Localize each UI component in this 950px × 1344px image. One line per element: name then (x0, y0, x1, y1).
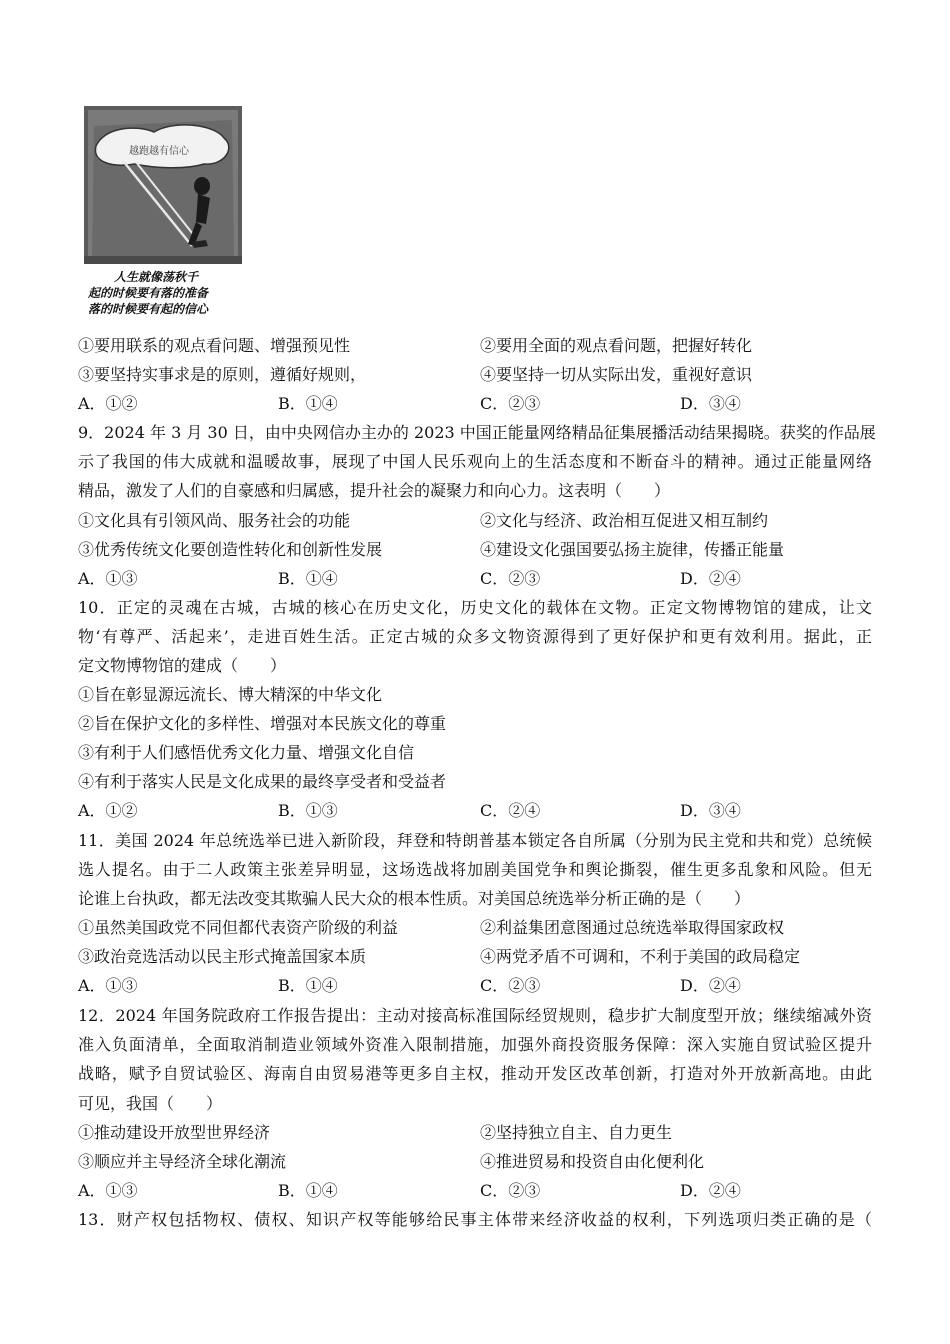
q12-stem-line-2: 准入负面清单，全面取消制造业领域外资准入限制措施，加强外商投资服务保障：深入实施自贸试验区提升 (78, 1035, 872, 1054)
q10-option-2: ②旨在保护文化的多样性、增强对本民族文化的尊重 (78, 714, 447, 733)
q10-stem-line-2: 物‘有尊严、活起来’，走进百姓生活。正定古城的众多文物资源得到了更好保护和更有效利用。据此，正 (78, 627, 872, 646)
q10-option-1: ①旨在彰显源远流长、博大精深的中华文化 (78, 685, 383, 704)
q11-options-row-2 (78, 947, 801, 967)
q8-option-4: ④要坚持一切从实际出发，重视好意识 (480, 365, 753, 384)
q13-stem-line-1: 13．财产权包括物权、债权、知识产权等能够给民事主体带来经济收益的权利，下列选项归类正确的是（ (78, 1210, 872, 1229)
q9-answers (78, 569, 872, 589)
q9-answer-d[interactable]: D．②④ (680, 569, 741, 588)
q9-options-row-1 (78, 511, 769, 531)
q11-option-1: ①虽然美国政党不同但都代表资产阶级的利益 (78, 918, 399, 937)
q8-answer-d[interactable]: D．③④ (680, 394, 741, 413)
q12-stem-line-3: 战略，赋予自贸试验区、海南自由贸易港等更多自主权，推动开发区改革创新，打造对外开放新高地。由此 (78, 1064, 872, 1083)
q12-stem-line-1: 12．2024 年国务院政府工作报告提出：主动对接高标准国际经贸规则，稳步扩大制度型开放；继续缩减外资 (78, 1006, 872, 1025)
q10-stem-line-1: 10．正定的灵魂在古城，古城的核心在历史文化，历史文化的载体在文物。正定文物博物馆的建成，让文 (78, 598, 872, 617)
q11-answer-a[interactable]: A．①③ (78, 976, 138, 995)
cartoon-sign: 越跑越有信心 (129, 146, 189, 157)
q8-option-2: ②要用全面的观点看问题，把握好转化 (480, 336, 753, 355)
q11-answers (78, 976, 872, 996)
q10-answer-c[interactable]: C．②④ (480, 801, 541, 820)
q12-answer-b[interactable]: B．①④ (278, 1181, 338, 1200)
q8-options-row-2 (78, 365, 753, 385)
q8-answer-b[interactable]: B．①④ (278, 394, 338, 413)
q12-stem-line-4: 可见，我国（ ） (78, 1094, 223, 1113)
q9-option-2: ②文化与经济、政治相互促进又相互制约 (480, 511, 769, 530)
q8-answers (78, 394, 872, 414)
q9-stem-line-3: 精品，激发了人们的自豪感和归属感，提升社会的凝聚力和向心力。这表明（ ） (78, 481, 671, 500)
cartoon-image (84, 106, 242, 316)
q9-option-4: ④建设文化强国要弘扬主旋律，传播正能量 (480, 540, 785, 559)
q11-option-3: ③政治竞选活动以民主形式掩盖国家本质 (78, 947, 367, 966)
q11-answer-b[interactable]: B．①④ (278, 976, 338, 995)
q10-answer-d[interactable]: D．③④ (680, 801, 741, 820)
q9-stem-line-1: 9．2024 年 3 月 30 日，由中央网信办主办的 2023 中国正能量网络精品征集展播活动结果揭晓。获奖的作品展 (78, 423, 876, 442)
q12-option-4: ④推进贸易和投资自由化便利化 (480, 1152, 705, 1171)
q8-answer-c[interactable]: C．②③ (480, 394, 541, 413)
q9-stem-line-2: 示了我国的伟大成就和温暖故事，展现了中国人民乐观向上的生活态度和不断奋斗的精神。通过正能量网络 (78, 452, 872, 471)
q12-option-1: ①推动建设开放型世界经济 (78, 1123, 271, 1142)
q10-answers (78, 801, 872, 821)
q11-option-2: ②利益集团意图通过总统选举取得国家政权 (480, 918, 785, 937)
q9-options-row-2 (78, 540, 785, 560)
q9-answer-a[interactable]: A．①③ (78, 569, 138, 588)
q10-stem-line-3: 定文物博物馆的建成（ ） (78, 656, 287, 675)
q10-answer-a[interactable]: A．①② (78, 801, 138, 820)
q9-option-3: ③优秀传统文化要创造性转化和创新性发展 (78, 540, 383, 559)
q10-option-4: ④有利于落实人民是文化成果的最终享受者和受益者 (78, 772, 447, 791)
q12-answer-c[interactable]: C．②③ (480, 1181, 541, 1200)
q10-answer-b[interactable]: B．①③ (278, 801, 338, 820)
q11-stem-line-1: 11．美国 2024 年总统选举已进入新阶段，拜登和特朗普基本锁定各自所属（分别为民主党和共和党）总统候 (78, 831, 872, 850)
q8-option-3: ③要坚持实事求是的原则，遵循好规则， (78, 365, 367, 384)
q12-option-3: ③顺应并主导经济全球化潮流 (78, 1152, 287, 1171)
q11-answer-c[interactable]: C．②③ (480, 976, 541, 995)
q11-options-row-1 (78, 918, 785, 938)
q11-option-4: ④两党矛盾不可调和，不利于美国的政局稳定 (480, 947, 801, 966)
q11-stem-line-2: 选人提名。由于二人政策主张差异明显，这场选战将加剧美国党争和舆论撕裂，催生更多乱象和风险。但无 (78, 860, 872, 879)
q12-option-2: ②坚持独立自主、自力更生 (480, 1123, 673, 1142)
q11-answer-d[interactable]: D．②④ (680, 976, 741, 995)
q12-answer-d[interactable]: D．②④ (680, 1181, 741, 1200)
q12-answer-a[interactable]: A．①③ (78, 1181, 138, 1200)
q10-option-3: ③有利于人们感悟优秀文化力量、增强文化自信 (78, 743, 415, 762)
q12-options-row-1 (78, 1123, 673, 1143)
q9-answer-b[interactable]: B．①④ (278, 569, 338, 588)
q12-options-row-2 (78, 1152, 705, 1172)
q9-answer-c[interactable]: C．②③ (480, 569, 541, 588)
q11-stem-line-3: 论谁上台执政，都无法改变其欺骗人民大众的根本性质。对美国总统选举分析正确的是（ ） (78, 889, 751, 908)
cartoon-caption-1: 人生就像荡秋千 (114, 270, 199, 284)
q8-options-row-1 (78, 336, 753, 356)
cartoon-caption-2: 起的时候要有落的准备 (88, 286, 209, 300)
q8-answer-a[interactable]: A．①② (78, 394, 138, 413)
q9-option-1: ①文化具有引领风尚、服务社会的功能 (78, 511, 351, 530)
q12-answers (78, 1181, 872, 1201)
q8-option-1: ①要用联系的观点看问题、增强预见性 (78, 336, 351, 355)
cartoon-caption-3: 落的时候要有起的信心 (88, 302, 209, 316)
